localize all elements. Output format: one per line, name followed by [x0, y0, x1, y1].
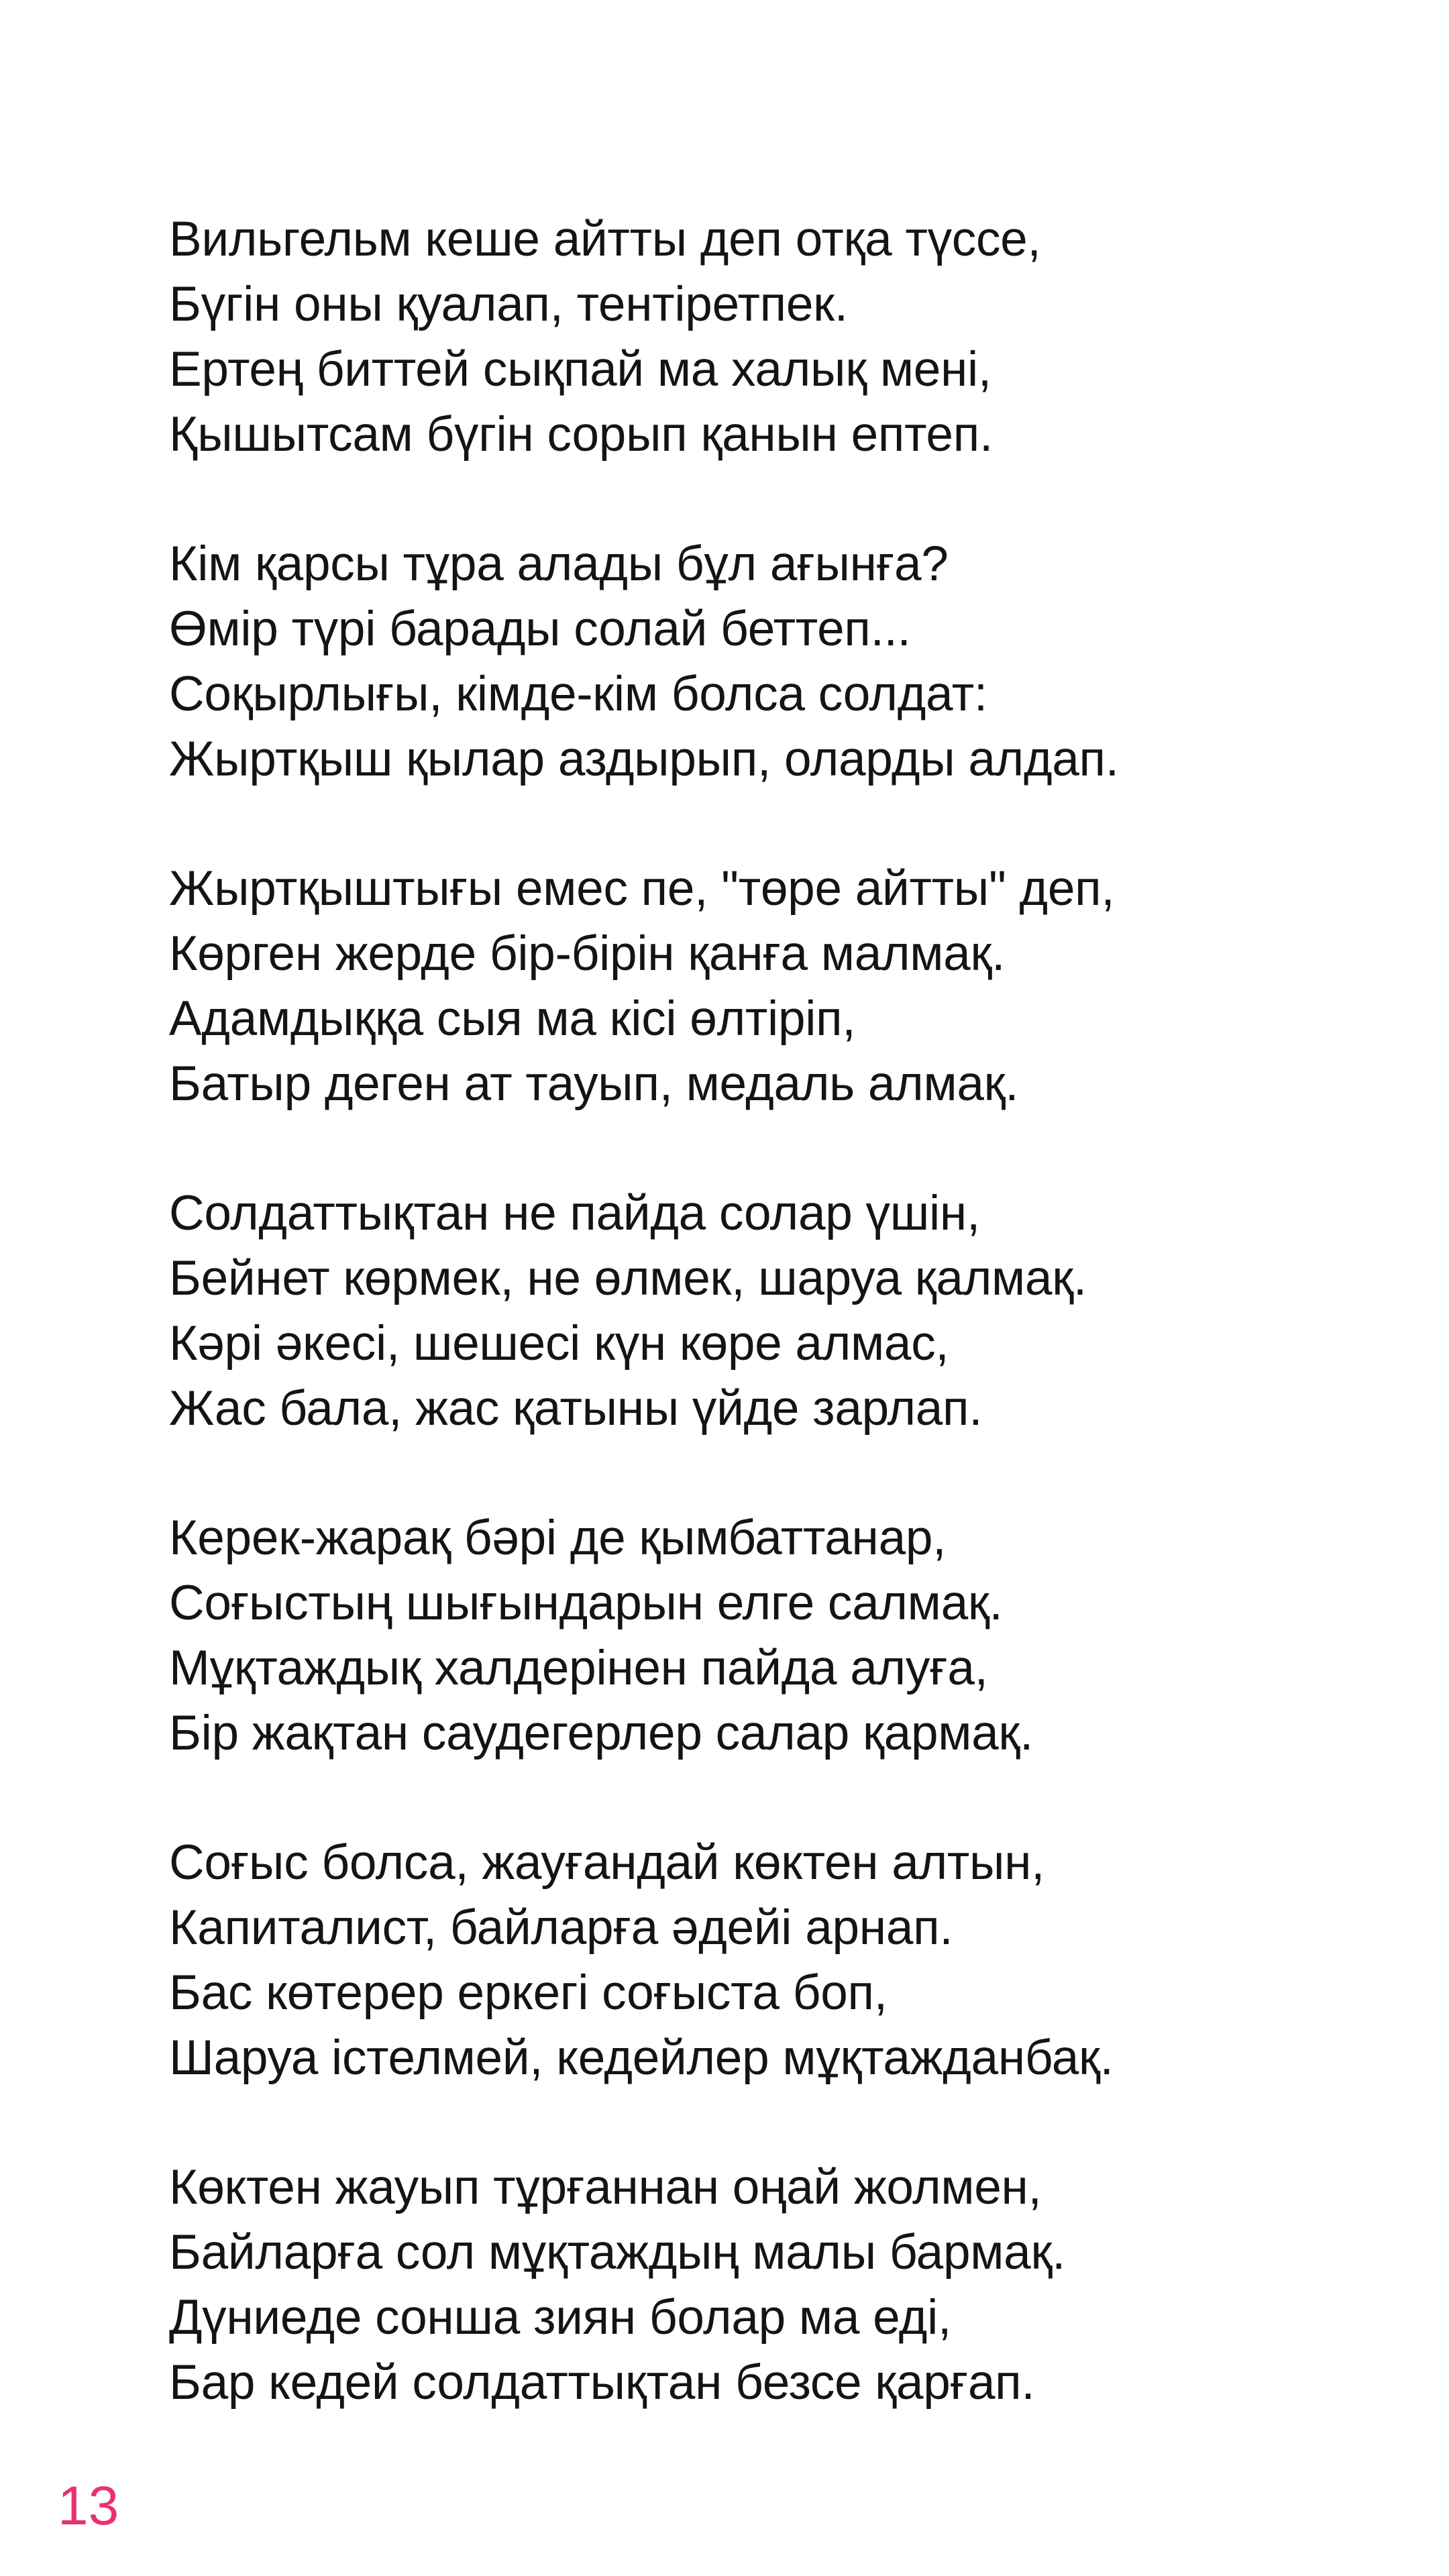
poem-line: Қышытсам бүгін сорып қанын ептеп. — [169, 407, 993, 462]
poem-line: Жас бала, жас қатыны үйде зарлап. — [169, 1381, 983, 1436]
stanza-2 — [169, 531, 1377, 792]
poem-line: Керек-жарақ бәрі де қымбаттанар, — [169, 1511, 947, 1565]
poem-line: Кәрі әкесі, шешесі күн көре алмас, — [169, 1316, 949, 1371]
poem-line: Кім қарсы тұра алады бұл ағынға? — [169, 537, 949, 591]
page-number: 13 — [58, 2475, 119, 2536]
stanza-3 — [169, 856, 1377, 1116]
poem-line: Бір жақтан саудегерлер салар қармақ. — [169, 1706, 1034, 1760]
poem-line: Вильгельм кеше айтты деп отқа түссе, — [169, 212, 1041, 266]
poem-line: Ертең биттей сықпай ма халық мені, — [169, 342, 991, 396]
poem-line: Бар кедей солдаттықтан безсе қарғап. — [169, 2355, 1035, 2410]
poem-line: Солдаттықтан не пайда солар үшін, — [169, 1186, 980, 1240]
poem-line: Дүниеде сонша зиян болар ма еді, — [169, 2290, 951, 2345]
poem-body — [169, 207, 1377, 2479]
poem-line: Көрген жерде бір-бірін қанға малмақ. — [169, 926, 1006, 981]
poem-line: Көктен жауып тұрғаннан оңай жолмен, — [169, 2160, 1042, 2214]
poem-line: Соғыс болса, жауғандай көктен алтын, — [169, 1835, 1045, 1890]
stanza-4 — [169, 1181, 1377, 1441]
poem-line: Байларға сол мұқтаждың малы бармақ. — [169, 2225, 1066, 2279]
poem-line: Өмір түрі барады солай беттеп... — [169, 602, 911, 656]
poem-line: Жыртқыш қылар аздырып, оларды алдап. — [169, 732, 1119, 786]
poem-line: Адамдыққа сыя ма кісі өлтіріп, — [169, 991, 856, 1046]
poem-line: Жыртқыштығы емес пе, "төре айтты" деп, — [169, 861, 1115, 916]
poem-line: Бас көтерер еркегі соғыста боп, — [169, 1966, 888, 2020]
poem-line: Соғыстың шығындарын елге салмақ. — [169, 1576, 1003, 1630]
poem-line: Мұқтаждық халдерінен пайда алуға, — [169, 1641, 988, 1695]
stanza-1 — [169, 207, 1377, 467]
poem-line: Батыр деген ат тауып, медаль алмақ. — [169, 1057, 1019, 1111]
poem-line: Шаруа істелмей, кедейлер мұқтажданбақ. — [169, 2031, 1114, 2085]
poem-line: Бейнет көрмек, не өлмек, шаруа қалмақ. — [169, 1251, 1087, 1305]
stanza-5 — [169, 1505, 1377, 1766]
stanza-7 — [169, 2155, 1377, 2415]
stanza-6 — [169, 1830, 1377, 2090]
poem-line: Капиталист, байларға әдейі арнап. — [169, 1900, 953, 1955]
poem-line: Бүгін оны қуалап, тентіретпек. — [169, 277, 848, 331]
poem-line: Соқырлығы, кімде-кім болса солдат: — [169, 667, 987, 721]
